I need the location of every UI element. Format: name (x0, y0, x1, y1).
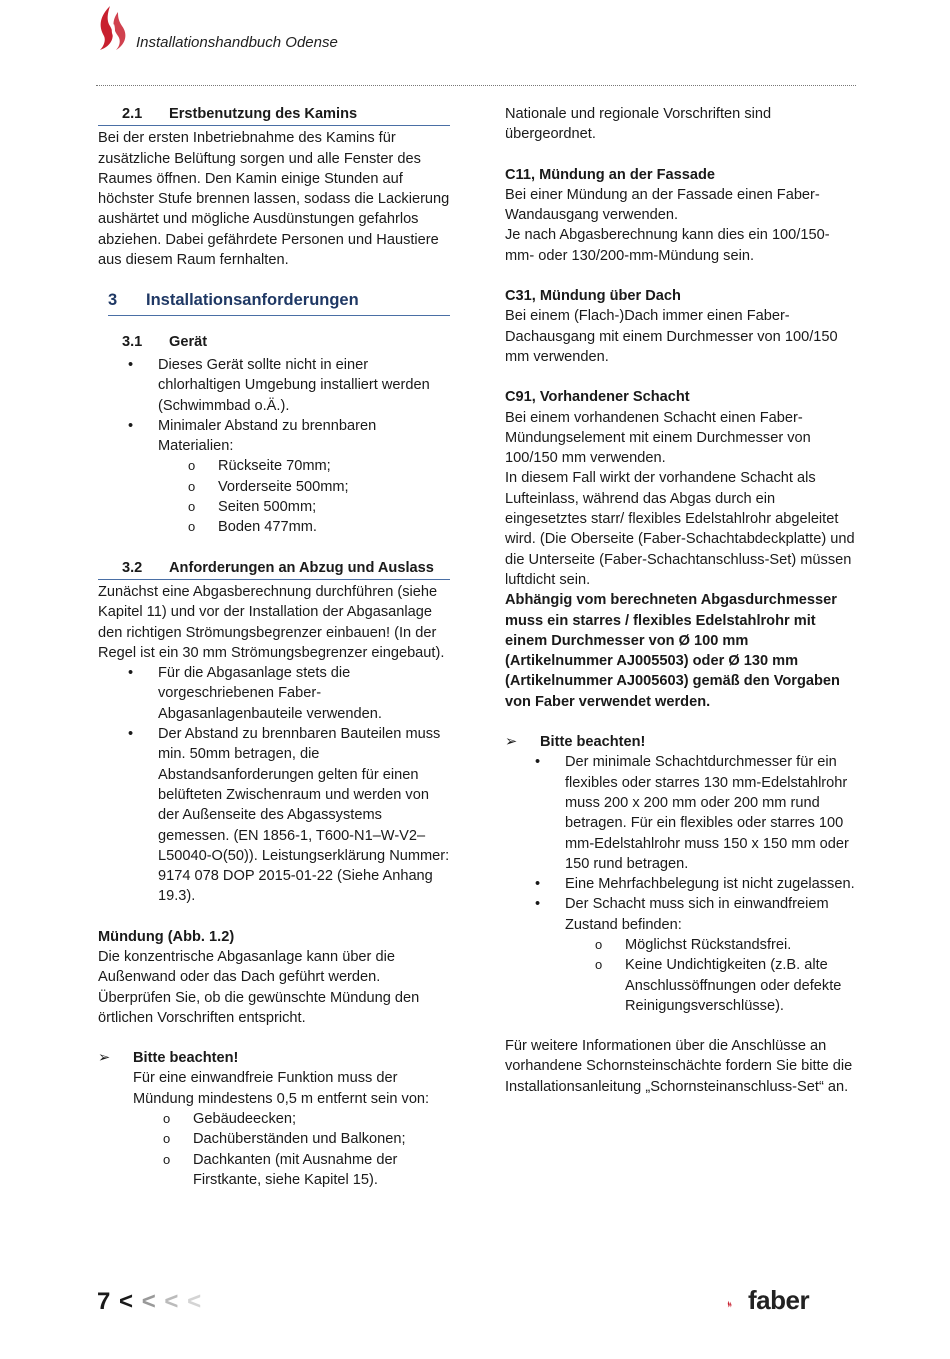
document-title: Installationshandbuch Odense (136, 34, 338, 51)
faber-flame-icon (727, 1287, 749, 1321)
c11-heading: C11, Mündung an der Fassade (505, 166, 716, 183)
list-item: o Keine Undichtigkeiten (z.B. alte Anschlussöffnungen oder defekte Reinigungsverschlüsse). (625, 955, 855, 1016)
section-3-1-heading (98, 332, 450, 353)
faber-logo: faber (748, 1285, 810, 1315)
c31-body: Bei einem (Flach-)Dach immer einen Faber-Dachausgang mit einem Durchmesser von 100/150 mm verwenden. (505, 308, 838, 365)
arrow-bullet-icon: ➢ (98, 1050, 111, 1067)
section-3-2-body: Zunächst eine Abgasberechnung durchführen (siehe Kapitel 11) und vor der Installation der Abgasanlage den richtigen Strömungsbegrenzer einbauen! (In der Regel ist ein 30 mm Strömungsbegrenzer eingebaut). (98, 583, 445, 661)
page-header (96, 0, 856, 90)
list-item: o Dachkanten (mit Ausnahme der Firstkante, siehe Kapitel 15). (193, 1150, 450, 1191)
section-number: 3.1 (122, 333, 143, 350)
intro-text: Nationale und regionale Vorschriften sind übergeordnet. (505, 106, 772, 143)
flame-logo-icon (96, 4, 130, 52)
list-item: o Dachüberständen und Balkonen; (193, 1129, 450, 1149)
c91-heading: C91, Vorhandener Schacht (505, 389, 690, 406)
section-2-1-heading (98, 104, 450, 126)
device-bullets (98, 355, 450, 538)
c31-heading: C31, Mündung über Dach (505, 288, 681, 305)
list-item: o Vorderseite 500mm; (218, 477, 450, 497)
list-item: • Der Schacht muss sich in einwandfreiem Zustand befinden: o Möglichst Rückstandsfrei. o Keine Undichtigkeiten (z.B. alte Anschlussöffnungen oder defekte Reinigungsverschlüsse). (565, 894, 855, 1016)
list-item: o Seiten 500mm; (218, 497, 450, 517)
list-item: • Dieses Gerät sollte nicht in einer chlorhaltigen Umgebung installiert werden (Schwimmbad o.Ä.). (158, 355, 450, 416)
section-number: 2.1 (122, 106, 143, 122)
prev-page-link[interactable]: < (119, 1288, 135, 1315)
list-item: • Für die Abgasanlage stets die vorgeschriebenen Faber-Abgasanlagenbauteile verwenden. (158, 663, 450, 724)
section-title: Anforderungen an Abzug und Auslass (169, 559, 434, 576)
note-title: Bitte beachten! (133, 1050, 239, 1067)
prev-page-link[interactable]: < (164, 1288, 180, 1315)
note-block (98, 1048, 450, 1190)
section-title: Gerät (169, 333, 208, 350)
prev-page-link[interactable]: < (141, 1288, 157, 1315)
note-body: Für eine einwandfreie Funktion muss der Mündung mindestens 0,5 m entfernt sein von: (133, 1070, 430, 1107)
outro-text: Für weitere Informationen über die Anschlüsse an vorhandene Schornsteinschächte fordern Sie bitte die Installationsanleitung „Schornsteinanschluss-Set“ an. (505, 1038, 853, 1095)
note-title: Bitte beachten! (540, 734, 646, 751)
chapter-number: 3 (108, 291, 118, 310)
chapter-title: Installationsanforderungen (146, 291, 359, 310)
c11-body: Bei einer Mündung an der Fassade einen Faber-Wandausgang verwenden. (505, 186, 820, 224)
clearance-list (133, 1109, 450, 1190)
list-item: • Der minimale Schachtdurchmesser für ein flexibles oder starres 130 mm-Edelstahlrohr muss 200 x 200 mm oder 200 mm rund betragen. Für ein flexibles oder starres 100 mm-Edelstahlrohr muss 150 x 150 mm oder 150 rund betragen. (565, 752, 855, 874)
prev-page-link[interactable]: < (187, 1288, 203, 1315)
list-item: • Der Abstand zu brennbaren Bauteilen muss min. 50mm betragen, die Abstandsanforderungen gelten für einen belüfteten Zwischenraum und werden von der Außenseite des Abgassystems gemessen. (EN 1856-1, T600-N1–W-V2–L50040-O(50)). Leistungserklärung Nummer: 9174 078 DOP 2015-01-22 (Siehe Anhang 19.3). (158, 724, 450, 907)
section-3-2-heading (98, 558, 450, 580)
c11-body-2: Je nach Abgasberechnung kann dies ein 100/150-mm- oder 130/200-mm-Mündung sein. (505, 227, 830, 264)
left-column (98, 104, 450, 1190)
note-block (505, 732, 855, 752)
list-item: • Minimaler Abstand zu brennbaren Materialien: o Rückseite 70mm; o Vorderseite 500mm; o Seiten 500mm; o Boden 477mm. (158, 416, 450, 538)
list-item: • Eine Mehrfachbelegung ist nicht zugelassen. (565, 874, 855, 894)
distance-list (158, 456, 450, 537)
muendung-body: Die konzentrische Abgasanlage kann über die Außenwand oder das Dach geführt werden. Überprüfen Sie, ob die gewünschte Mündung den örtlichen Vorschriften entspricht. (98, 948, 420, 1026)
arrow-bullet-icon: ➢ (505, 734, 518, 751)
list-item: o Boden 477mm. (218, 517, 450, 537)
shaft-condition-list (565, 935, 855, 1016)
c91-body: Bei einem vorhandenen Schacht einen Faber-Mündungselement mit einem Durchmesser von 100/150 mm verwenden. (505, 409, 811, 467)
c91-bold-note: Abhängig vom berechneten Abgasdurchmesser muss ein starres / flexibles Edelstahlrohr mit einem Durchmesser von Ø 100 mm (Artikelnummer AJ005503) oder Ø 130 mm (Artikelnummer AJ005603) gemäß den Vorgaben von Faber verwendet werden. (505, 592, 840, 710)
shaft-bullets (505, 752, 855, 1016)
right-column (505, 104, 855, 1097)
list-item: o Gebäudeecken; (193, 1109, 450, 1129)
section-number: 3.2 (122, 559, 143, 576)
section-title: Erstbenutzung des Kamins (169, 106, 358, 122)
chapter-3-heading (108, 290, 450, 315)
page-number: 7 (97, 1288, 112, 1315)
flue-bullets (98, 663, 450, 907)
muendung-heading: Mündung (Abb. 1.2) (98, 928, 235, 945)
section-2-1-body: Bei der ersten Inbetriebnahme des Kamins für zusätzliche Belüftung sorgen und alle Fenster des Raumes öffnen. Den Kamin einige Stunden auf höchster Stufe brennen lassen, sodass die Lackierung aushärtet und mögliche Ausdünstungen gefahrlos abziehen. Dabei gefährdete Personen und Haustiere aus diesem Raum fernhalten. (98, 130, 450, 269)
c91-body-2: In diesem Fall wirkt der vorhandene Schacht als Lufteinlass, während das Abgas durch ein eingesetztes starr/ flexibles Edelstahlrohr abgeleitet wird. (Die Oberseite (Faber-Schachtabdeckplatte) und die Unterseite (Faber-Schachtanschluss-Set) müssen luftdicht sein. (505, 470, 855, 588)
page-navigation (97, 1288, 203, 1315)
list-item: o Rückseite 70mm; (218, 456, 450, 476)
header-divider (96, 85, 856, 86)
list-item: o Möglichst Rückstandsfrei. (625, 935, 855, 955)
